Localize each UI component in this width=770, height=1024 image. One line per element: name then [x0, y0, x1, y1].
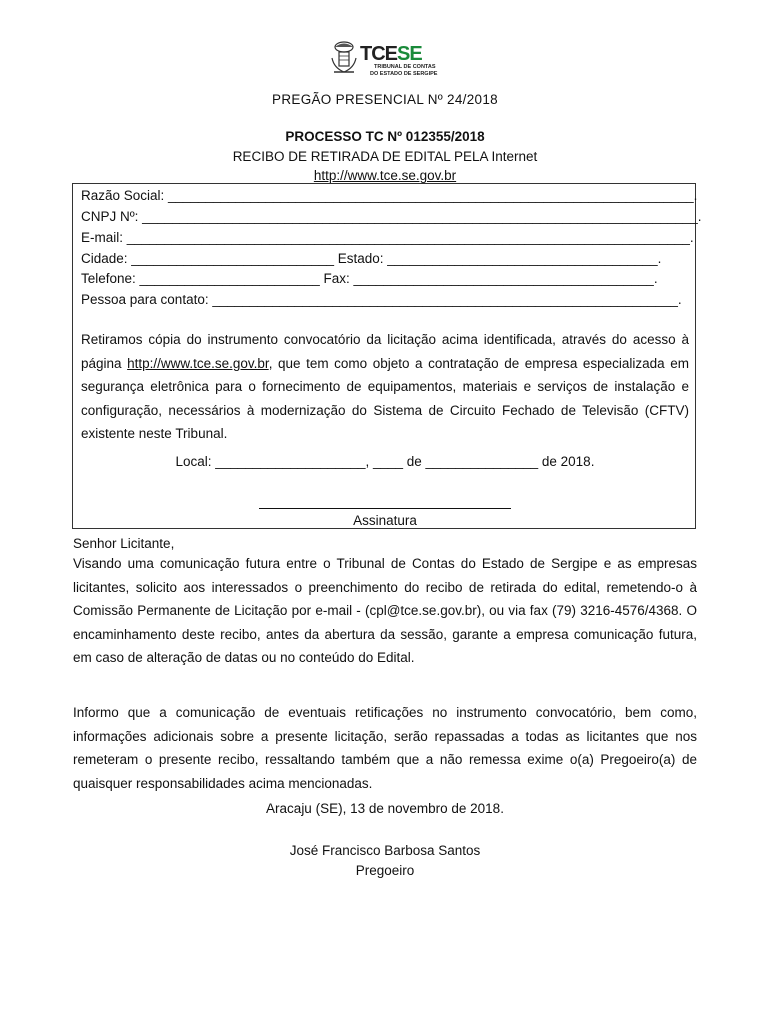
tce-se-logo — [330, 38, 442, 78]
cnpj-field[interactable]: CNPJ Nº: __________________________________________________________________________. — [81, 209, 702, 224]
place-date: Aracaju (SE), 13 de novembro de 2018. — [266, 801, 504, 816]
signature-label: Assinatura — [353, 513, 417, 528]
signer-role: Pregoeiro — [355, 863, 415, 878]
receipt-form — [72, 183, 702, 529]
coat-of-arms-icon — [332, 42, 356, 72]
contato-field[interactable]: Pessoa para contato: ______________________________________________________________. — [81, 292, 682, 307]
receipt-title: RECIBO DE RETIRADA DE EDITAL PELA Internet — [232, 149, 538, 164]
receipt-paragraph: Retiramos cópia do instrumento convocatório da licitação acima identificada, através do acesso à página http://www.tce.se.gov.br, que tem como objeto a contratação de empresa especializada em segurança eletrônica para o fornecimento de equipamentos, materiais e serviços de instalação e configuração, necessários à modernização do Sistema de Circuito Fechado de Televisão (CFTV) existente neste Tribunal. — [81, 332, 690, 441]
signature-line — [259, 508, 511, 509]
salutation: Senhor Licitante, — [73, 536, 175, 551]
logo-line1: TRIBUNAL DE CONTAS — [374, 64, 436, 70]
modality-heading: PREGÃO PRESENCIAL Nº 24/2018 — [272, 92, 498, 107]
letter-paragraph-1: Visando uma comunicação futura entre o Tribunal de Contas do Estado de Sergipe e as empresas licitantes, solicito aos interessados o preenchimento do recibo de retirada do edital, remetendo-o à Comissão Permanente de Licitação por e-mail - (cpl@tce.se.gov.br), ou via fax (79) 3216-4576/4368. O encaminhamento deste recibo, antes da abertura da sessão, garante a empresa comunicação futura, em caso de alteração de datas ou no conteúdo do Edital. — [73, 556, 697, 665]
logo-brand: TCESE — [360, 43, 422, 65]
signer-name: José Francisco Barbosa Santos — [289, 843, 481, 858]
razao-social-field[interactable]: Razão Social: ______________________________________________________________________. — [81, 188, 698, 203]
site-link[interactable]: http://www.tce.se.gov.br — [313, 168, 457, 183]
process-number: PROCESSO TC Nº 012355/2018 — [285, 129, 485, 144]
logo-line2: DO ESTADO DE SERGIPE — [370, 71, 438, 77]
receipt-paragraph-link[interactable]: http://www.tce.se.gov.br — [127, 355, 269, 371]
local-date-field[interactable]: Local: ____________________, ____ de _______________ de 2018. — [175, 454, 595, 469]
letter-paragraph-2: Informo que a comunicação de eventuais retificações no instrumento convocatório, bem como, informações adicionais sobre a presente licitação, serão repassadas a todas as licitantes que nos remeteram o presente recibo, ressaltando também que a não remessa exime o(a) Pregoeiro(a) de quaisquer responsabilidades acima mencionadas. — [73, 705, 697, 791]
cidade-estado-field[interactable]: Cidade: ___________________________ Estado: ____________________________________. — [81, 251, 662, 266]
telefone-fax-field[interactable]: Telefone: ________________________ Fax: ________________________________________. — [81, 271, 658, 286]
email-field[interactable]: E-mail: ___________________________________________________________________________. — [81, 230, 694, 245]
